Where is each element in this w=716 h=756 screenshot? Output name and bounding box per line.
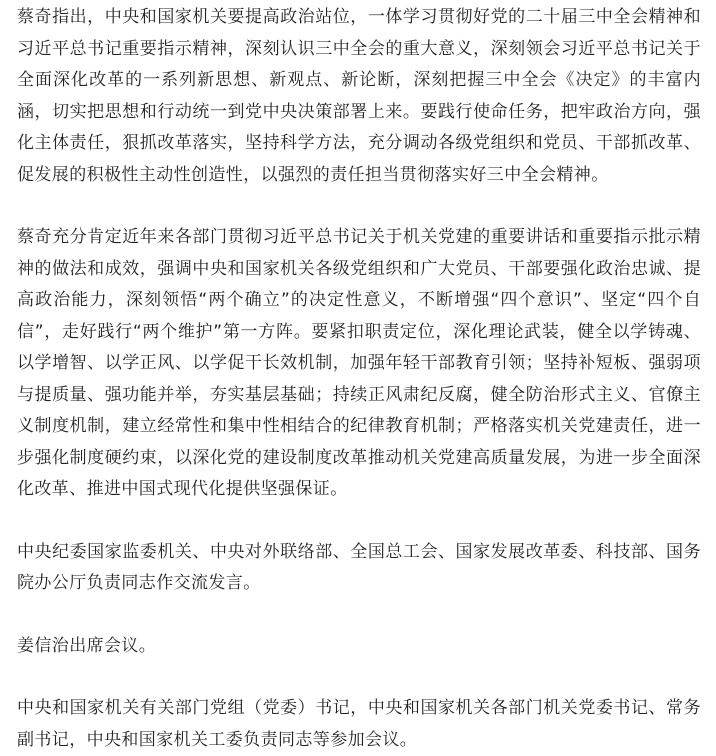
article-paragraph: 蔡奇指出，中央和国家机关要提高政治站位，一体学习贯彻好党的二十届三中全会精神和习近平总书记重要指示精神，深刻认识三中全会的重大意义，深刻领会习近平总书记关于全面深化改革的一系列新思想、新观点、新论断，深刻把握三中全会《决定》的丰富内涵，切实把思想和行动统一到党中央决策部署上来。要践行使命任务，把牢政治方向，强化主体责任，狠抓改革落实，坚持科学方法，充分调动各级党组织和党员、干部抓改革、促发展的积极性主动性创造性，以强烈的责任担当贯彻落实好三中全会精神。: [17, 7, 701, 185]
article-paragraph: 蔡奇充分肯定近年来各部门贯彻习近平总书记关于机关党建的重要讲话和重要指示批示精神的做法和成效，强调中央和国家机关各级党组织和广大党员、干部要强化政治忠诚、提高政治能力，深刻领悟“两个确立”的决定性意义，不断增强“四个意识”、坚定“四个自信”，走好践行“两个维护”第一方阵。要紧扣职责定位，深化理论武装，健全以学铸魂、以学增智、以学正风、以学促干长效机制，加强年轻干部教育引领；坚持补短板、强弱项与提质量、强功能并举，夯实基层基础；持续正风肃纪反腐，健全防治形式主义、官僚主义制度机制，建立经常性和集中性相结合的纪律教育机制；严格落实机关党建责任，进一步强化制度硬约束，以深化党的建设制度改革推动机关党建高质量发展，为进一步全面深化改革、推进中国式现代化提供坚强保证。: [17, 227, 701, 499]
article-paragraph: 姜信治出席会议。: [17, 635, 157, 656]
article-paragraph: 中央纪委国家监委机关、中央对外联络部、全国总工会、国家发展改革委、科技部、国务院办公厅负责同志作交流发言。: [17, 541, 701, 593]
article-body: [17, 2, 701, 756]
article-paragraph: 中央和国家机关有关部门党组（党委）书记，中央和国家机关各部门机关党委书记、常务副书记，中央和国家机关工委负责同志等参加会议。: [17, 698, 701, 750]
